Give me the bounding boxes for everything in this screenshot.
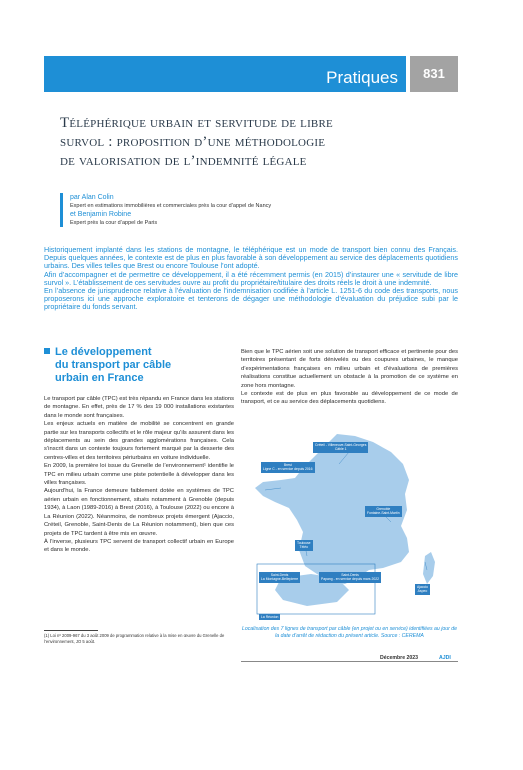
heading-line: Le développement (55, 346, 152, 358)
footer-divider (241, 661, 458, 662)
line-name: Ligne C - en service depuis 2016 (263, 467, 313, 472)
intro-paragraph: Afin d’accompagner et de permettre ce développement, il a été récemment permis (en 2015) d’instaurer une « servitude de libre survol ». L’établissement de ces servitudes ouvre au profit du propriétaire/titulaire des droits réels le droit à une indemnité. (44, 269, 458, 287)
line-name: Aspeo (417, 589, 428, 594)
body-paragraph: Aujourd’hui, la France demeure faiblement dotée en systèmes de TPC aérien urbain en fonctionnement, situés notamment à Grenoble (depuis 1934), à Laon (1989-2016) à Brest (2016), à Toulouse (2022) ou encore à La Réunion (2022). Néanmoins, de nombreux projets émergent (Ajaccio, Créteil, Grenoble, Saint-Denis de La Réunion notamment), bien que ces projets de TPC tardent à être mis en œuvre. (44, 488, 234, 537)
header-band (44, 56, 406, 92)
body-column-right (241, 348, 458, 407)
author-name: par Alan Colin (70, 194, 114, 201)
title-line: survol : proposition d’une méthodologie (60, 134, 326, 150)
map-label-reunion: La Réunion (261, 615, 279, 619)
article-title (60, 114, 440, 171)
author-block (60, 193, 380, 227)
body-paragraph: Bien que le TPC aérien soit une solution de transport efficace et pertinente pour des territoires présentant de forts dénivelés ou des coupures urbaines, le manque d’expérimentations françaises en milieu urbain et d’évaluations de premières réalisations constitue actuellement un obstacle à la promotion de ce système en zone hors montagne. (241, 349, 458, 389)
line-name: Fontaine-Saint-Martin (367, 511, 400, 516)
body-column-left (44, 395, 234, 555)
line-name: Téléo (299, 545, 309, 550)
body-paragraph: Les enjeux actuels en matière de mobilité se concentrent en grande partie sur les transports collectifs et le rôle majeur qu’ils assurent dans les déplacements au sein des grandes agglomérations françaises. Cela s’inscrit dans un contexte toujours fortement marqué par la desserte des centres-villes et des territoires périurbains en voiture individuelle. (44, 421, 234, 461)
line-name: Câble 1 (334, 447, 347, 452)
author-role: Expert près la cour d’appel de Paris (70, 220, 158, 226)
line-name: Papang - en service depuis mars 2022 (321, 577, 380, 582)
heading-line: urbain en France (55, 372, 144, 384)
footer-journal: AJDI (439, 655, 451, 661)
body-paragraph: En 2009, la première loi issue du Grenelle de l’environnement¹ identifie le TPC en milieu urbain comme une piste potentielle à développer dans les villes françaises. (44, 463, 234, 487)
body-paragraph: Le transport par câble (TPC) est très répandu en France dans les stations de montagne. En effet, près de 17 % des 19 000 installations existantes dans le monde sont françaises. (44, 396, 234, 419)
city-name: Saint-Denis (270, 573, 289, 577)
title-line: Téléphérique urbain et servitude de libre (60, 115, 333, 131)
body-paragraph: Le contexte est de plus en plus favorable au développement de ce mode de transport, et ce au service des déplacements quotidiens. (241, 391, 458, 406)
map-label-saint-denis-2 (319, 572, 381, 583)
map-label-grenoble (365, 506, 402, 517)
section-heading (44, 346, 214, 385)
footnote-divider (44, 630, 98, 631)
intro-abstract (44, 246, 458, 312)
intro-paragraph: En l’absence de jurisprudence relative à l’évaluation de l’indemnisation codifiée à l’article L. 1251-6 du code des transports, nous proposerons ici une approche exploratoire et tenterons de dégager une méthodologie d’évaluation du préjudice subi par le propriétaire du fonds servant. (44, 286, 458, 312)
line-name: La Montagne-Bellepierre (261, 577, 299, 582)
city-name: Créteil - Villeneuve-Saint-Georges (315, 443, 367, 447)
author-name: et Benjamin Robine (70, 211, 132, 218)
map-label-creteil (313, 442, 368, 453)
intro-paragraph: Historiquement implanté dans les stations de montagne, le téléphérique est un mode de transport bien connu des Français. Depuis quelques années, le contexte est de plus en plus favorable à son développement au service des déplacements quotidiens urbains. Des villes telles que Brest ou encore Toulouse l’ont adopté. (44, 245, 458, 271)
figure-caption: Localisation des 7 lignes de transport par câble (en projet ou en service) identifiées au jour de la date d’arrêt de rédaction du présent article. Source : CEREMA (241, 626, 458, 639)
bullet-square-icon (44, 348, 50, 354)
author-role: Expert en estimations immobilières et commerciales près la cour d’appel de Nancy (70, 203, 272, 209)
france-map (241, 428, 458, 623)
city-name: Grenoble (376, 507, 391, 511)
heading-line: du transport par câble (55, 359, 172, 371)
city-name: Toulouse (297, 541, 311, 545)
corsica-shape (423, 552, 435, 584)
footer-date: Décembre 2023 (380, 655, 419, 661)
city-name: Saint-Denis (341, 573, 359, 577)
map-label-toulouse (295, 540, 313, 551)
section-title: Pratiques (326, 68, 398, 87)
city-name: Brest (283, 463, 292, 467)
title-line: de valorisation de l’indemnité légale (60, 153, 307, 169)
city-name: Ajaccio (417, 585, 428, 589)
map-label-ajaccio (415, 584, 430, 595)
page-number: 831 (410, 56, 458, 92)
map-label-saint-denis-1 (259, 572, 300, 583)
body-paragraph: À l’inverse, plusieurs TPC servent de transport collectif urbain en Europe et dans le monde. (44, 538, 234, 554)
footnote: (1) Loi nº 2009-967 du 3 août 2009 de programmation relative à la mise en œuvre du Grenelle de l’environnement, JO 5 août. (44, 633, 225, 644)
map-label-brest (261, 462, 315, 473)
